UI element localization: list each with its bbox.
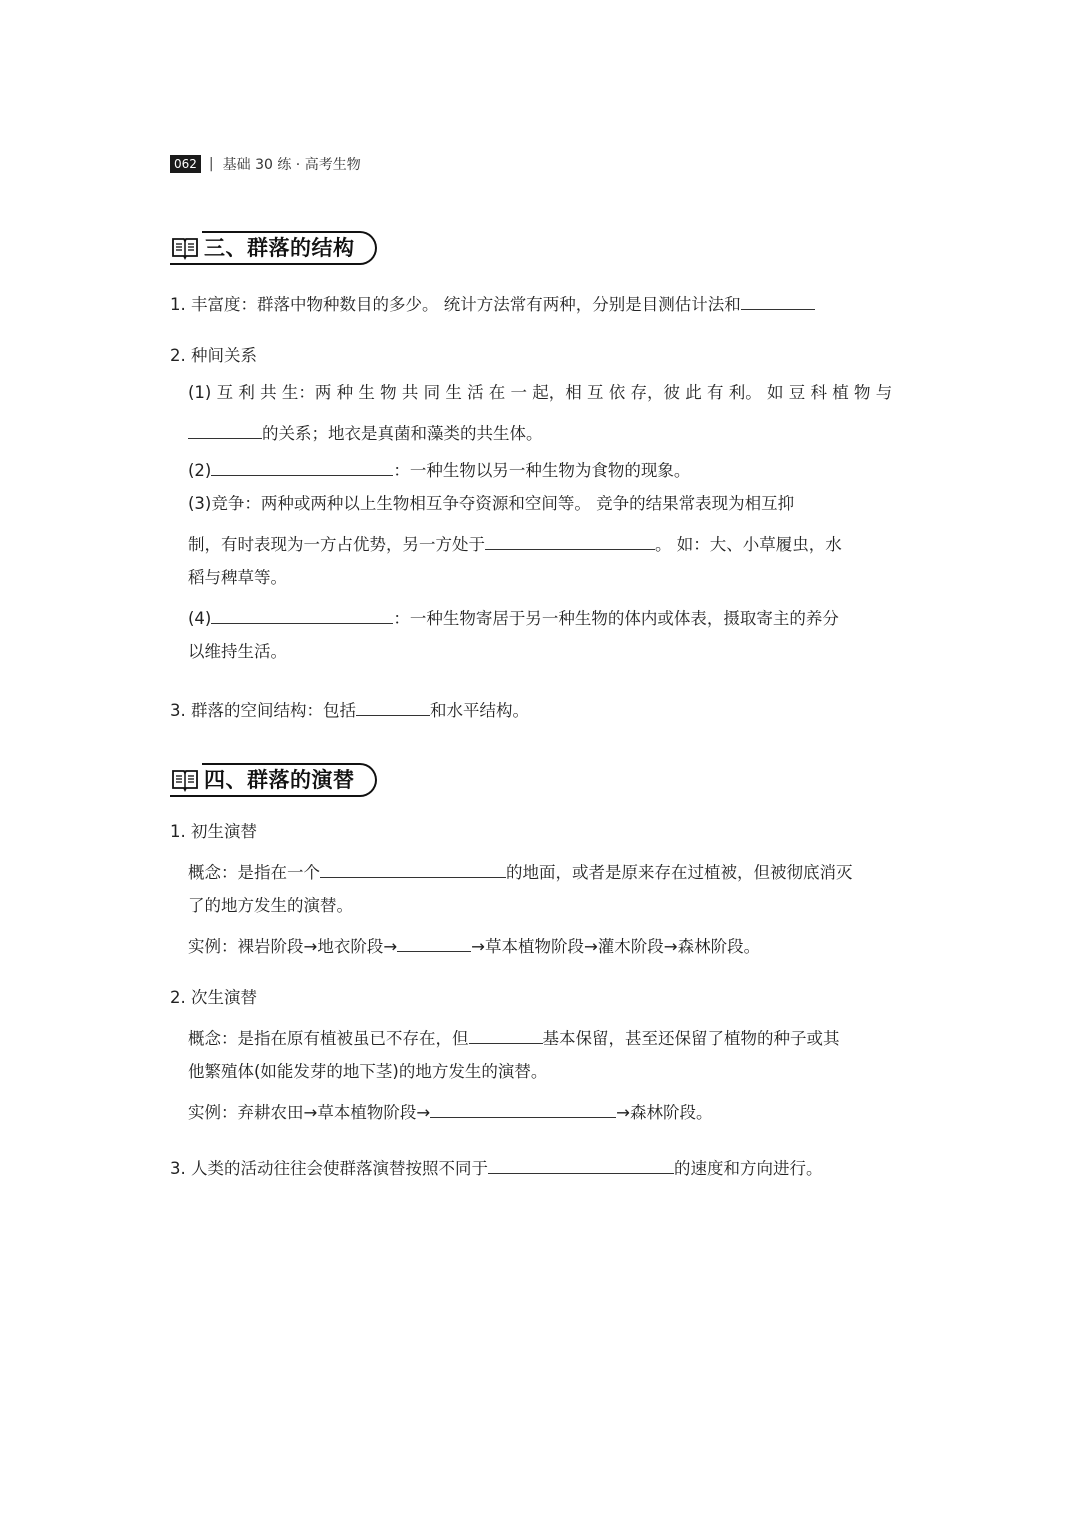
s4-item2-example <box>188 1099 712 1123</box>
s3-sub1-line1: (1) 互 利 共 生：两 种 生 物 共 同 生 活 在 一 起，相 互 依 存，彼 此 有 利。 如 豆 科 植 物 与 <box>188 383 893 402</box>
s4-item2-example-pre: 实例：弃耕农田→草本植物阶段→ <box>188 1103 431 1122</box>
page-number: 062 <box>170 155 201 173</box>
s3-sub4-text: ：一种生物寄居于另一种生物的体内或体表，摄取寄主的养分 <box>393 609 839 628</box>
s4-item1-example-pre: 实例：裸岩阶段→地衣阶段→ <box>188 937 398 956</box>
s3-sub1-line2 <box>188 420 543 444</box>
s4-item3 <box>170 1155 823 1179</box>
blank-field[interactable] <box>211 605 393 624</box>
s3-item1-text: 1. 丰富度：群落中物种数目的多少。 统计方法常有两种，分别是目测估计法和 <box>170 295 741 314</box>
s4-item1-concept-line2: 了的地方发生的演替。 <box>188 896 353 915</box>
blank-field[interactable] <box>356 697 430 716</box>
s4-item1-concept <box>188 859 853 883</box>
s4-item2-concept <box>188 1025 840 1049</box>
s4-item1-example-post: →草本植物阶段→灌木阶段→森林阶段。 <box>471 937 761 956</box>
s4-item1-concept-post: 的地面，或者是原来存在过植被，但被彻底消灭 <box>506 863 853 882</box>
blank-field[interactable] <box>188 420 262 439</box>
s3-sub4-line2: 以维持生活。 <box>188 642 287 661</box>
s4-item1-example <box>188 933 760 957</box>
section-4-heading <box>170 763 377 797</box>
s4-item2-example-post: →森林阶段。 <box>616 1103 713 1122</box>
book-icon <box>170 765 200 795</box>
s3-item2-title: 2. 种间关系 <box>170 346 257 365</box>
blank-field[interactable] <box>488 1155 674 1174</box>
s3-item1 <box>170 291 815 315</box>
s3-sub3-line2-post: 。 如：大、小草履虫，水 <box>655 535 842 554</box>
blank-field[interactable] <box>397 933 471 952</box>
s3-sub2-text: ：一种生物以另一种生物为食物的现象。 <box>393 461 691 480</box>
s3-sub3-line2 <box>188 531 842 555</box>
section-3-title: 三、群落的结构 <box>202 231 377 265</box>
s3-sub3-line1: (3)竞争：两种或两种以上生物相互争夺资源和空间等。 竞争的结果常表现为相互抑 <box>188 494 795 513</box>
s4-item2-concept-line2: 他繁殖体(如能发芽的地下茎)的地方发生的演替。 <box>188 1062 548 1081</box>
s4-item2-title: 2. 次生演替 <box>170 988 257 1007</box>
s4-item2-concept-post: 基本保留，甚至还保留了植物的种子或其 <box>542 1029 840 1048</box>
blank-field[interactable] <box>320 859 506 878</box>
section-3-heading <box>170 231 377 265</box>
running-header <box>170 154 361 174</box>
blank-field[interactable] <box>469 1025 543 1044</box>
s4-item2-concept-pre: 概念：是指在原有植被虽已不存在，但 <box>188 1029 469 1048</box>
blank-field[interactable] <box>430 1099 616 1118</box>
s3-item3-pre: 3. 群落的空间结构：包括 <box>170 701 356 720</box>
blank-field[interactable] <box>741 291 815 310</box>
book-icon <box>170 233 200 263</box>
s4-item1-title: 1. 初生演替 <box>170 822 257 841</box>
s3-sub4 <box>188 605 839 629</box>
s3-sub2-num: (2) <box>188 461 212 480</box>
s3-item3 <box>170 697 529 721</box>
blank-field[interactable] <box>485 531 655 550</box>
s3-item3-post: 和水平结构。 <box>430 701 529 720</box>
s3-sub3-line3: 稻与稗草等。 <box>188 568 287 587</box>
s3-sub3-line2-pre: 制，有时表现为一方占优势，另一方处于 <box>188 535 485 554</box>
s3-sub1-line2-text: 的关系；地衣是真菌和藻类的共生体。 <box>262 424 543 443</box>
s3-sub4-num: (4) <box>188 609 212 628</box>
blank-field[interactable] <box>211 457 393 476</box>
section-4-title: 四、群落的演替 <box>202 763 377 797</box>
s4-item3-post: 的速度和方向进行。 <box>674 1159 823 1178</box>
s4-item3-pre: 3. 人类的活动往往会使群落演替按照不同于 <box>170 1159 488 1178</box>
header-separator: | <box>208 156 214 172</box>
s4-item1-concept-pre: 概念：是指在一个 <box>188 863 320 882</box>
s3-sub2 <box>188 457 690 481</box>
book-title: 基础 30 练 · 高考生物 <box>222 157 361 173</box>
